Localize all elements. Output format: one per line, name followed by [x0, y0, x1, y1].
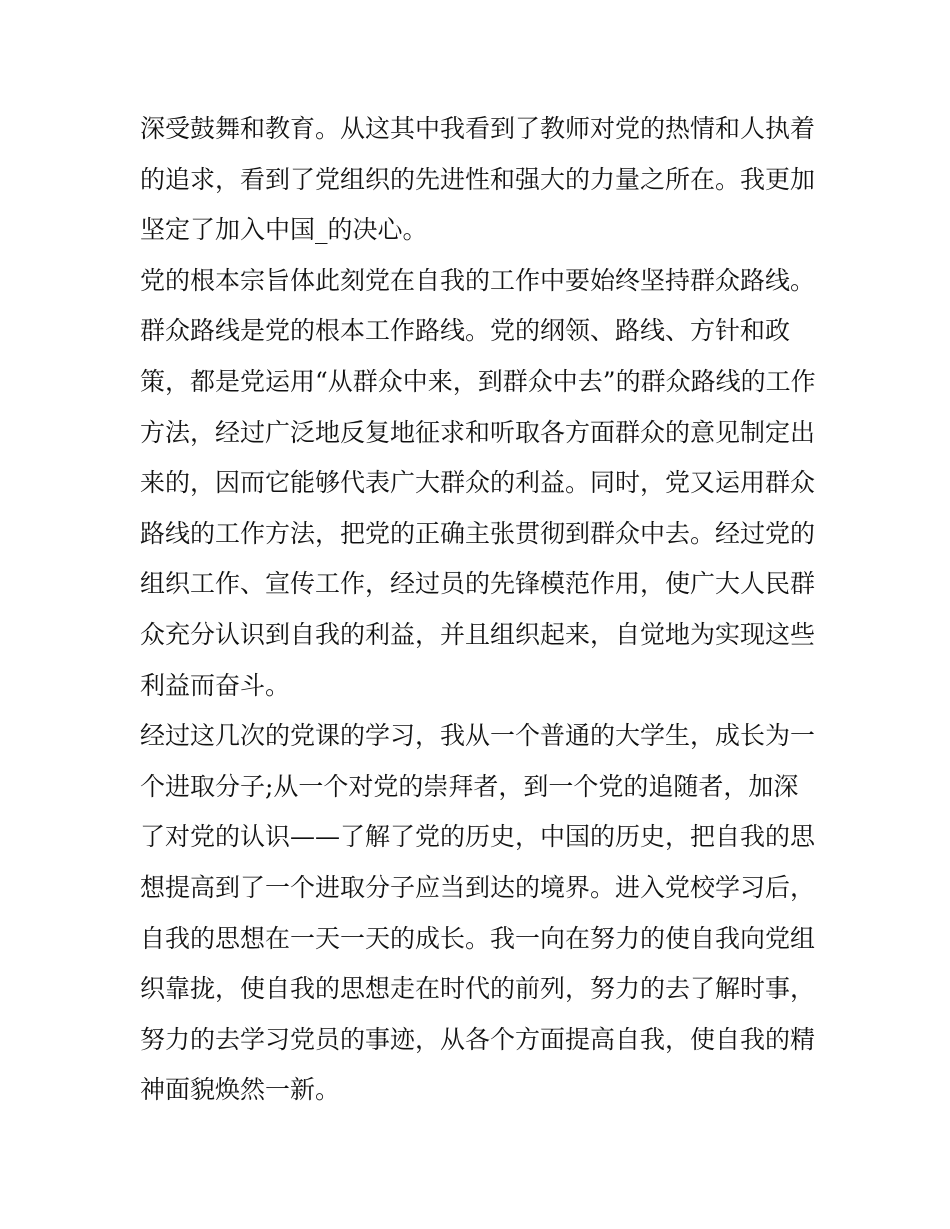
text-line: 自我的思想在一天一天的成长。我一向在努力的使自我向党组: [140, 923, 816, 953]
text-line: 个进取分子;从一个对党的崇拜者，到一个党的追随者，加深: [140, 771, 799, 801]
text-line: 策，都是党运用“从群众中来，到群众中去”的群众路线的工作: [140, 366, 816, 396]
text-line: 众充分认识到自我的利益，并且组织起来，自觉地为实现这些: [140, 619, 816, 649]
text-line: 努力的去学习党员的事迹，从各个方面提高自我，使自我的精: [140, 1024, 816, 1054]
text-line: 神面貌焕然一新。: [140, 1075, 341, 1105]
text-line: 利益而奋斗。: [140, 670, 291, 700]
text-line: 党的根本宗旨体此刻党在自我的工作中要始终坚持群众路线。: [140, 265, 816, 295]
text-line: 想提高到了一个进取分子应当到达的境界。进入党校学习后，: [140, 872, 816, 902]
text-line: 经过这几次的党课的学习，我从一个普通的大学生，成长为一: [140, 721, 816, 751]
text-line: 织靠拢，使自我的思想走在时代的前列，努力的去了解时事，: [140, 974, 816, 1004]
text-line: 坚定了加入中国_的决心。: [140, 215, 428, 245]
body-text: [140, 104, 820, 1116]
text-line: 方法，经过广泛地反复地征求和听取各方面群众的意见制定出: [140, 417, 816, 447]
text-line: 路线的工作方法，把党的正确主张贯彻到群众中去。经过党的: [140, 518, 816, 548]
text-line: 深受鼓舞和教育。从这其中我看到了教师对党的热情和人执着: [140, 114, 816, 143]
text-line: 组织工作、宣传工作，经过员的先锋模范作用，使广大人民群: [140, 569, 816, 599]
text-line: 来的，因而它能够代表广大群众的利益。同时，党又运用群众: [140, 468, 816, 498]
text-line: 的追求，看到了党组织的先进性和强大的力量之所在。我更加: [140, 164, 816, 194]
text-line: 了对党的认识——了解了党的历史，中国的历史，把自我的思: [140, 822, 816, 852]
text-line: 群众路线是党的根本工作路线。党的纲领、路线、方针和政: [140, 316, 791, 346]
